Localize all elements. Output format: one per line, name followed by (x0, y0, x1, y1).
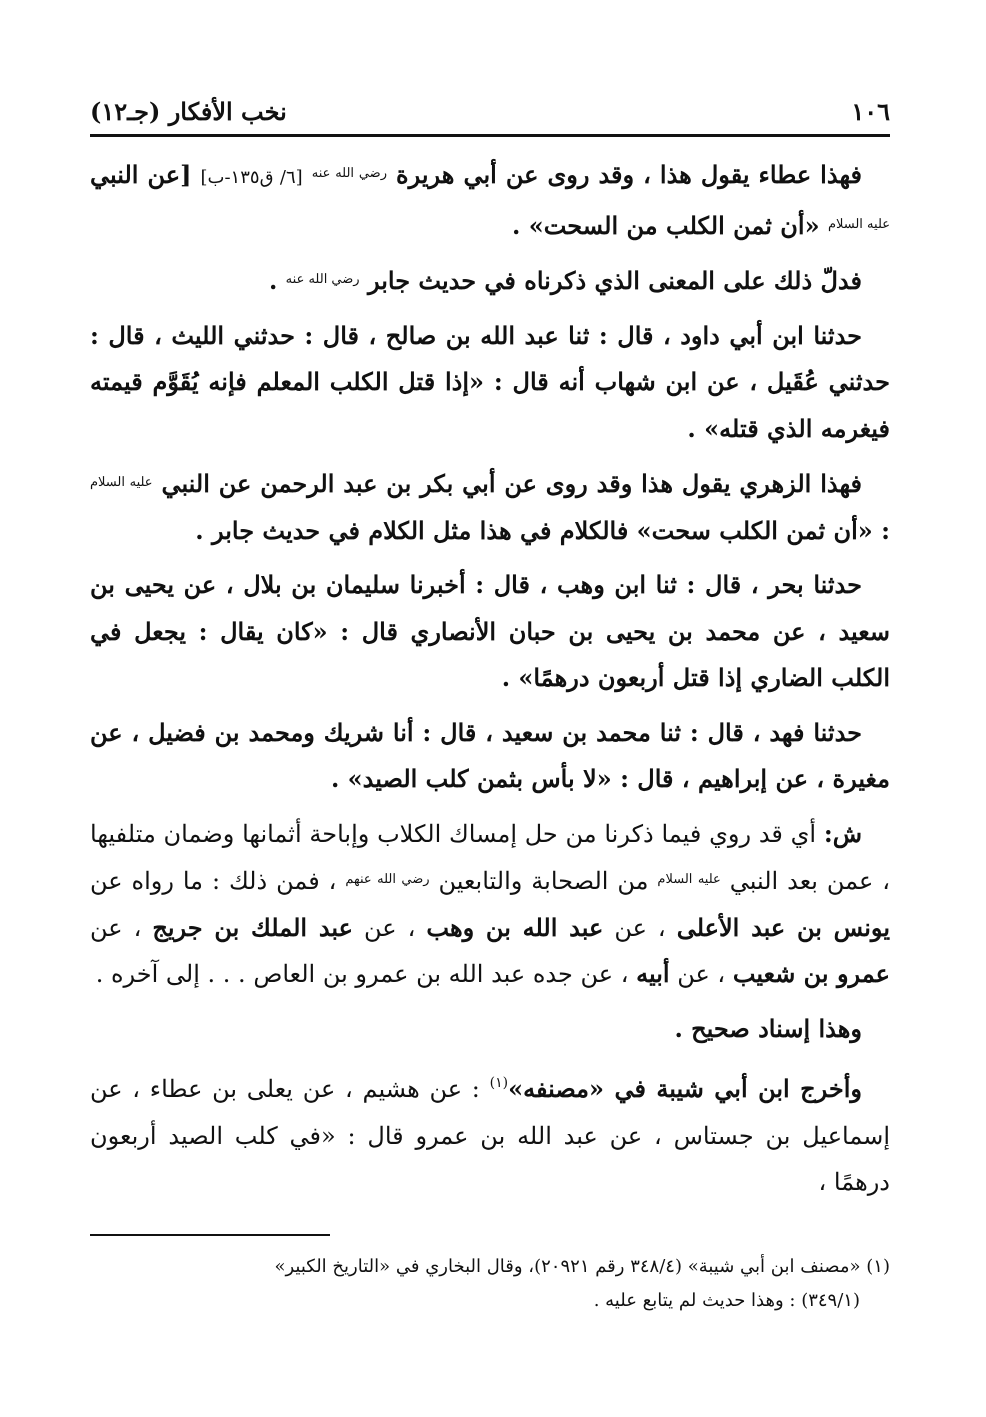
text: ، عن (614, 913, 666, 942)
text: فهذا عطاء يقول هذا ، وقد روى عن أبي هريرة (396, 160, 862, 189)
commentary-label: ش: (823, 818, 862, 848)
text: : عن هشيم ، عن يعلى بن عطاء ، عن إسماعيل بن جستاس ، عن عبد الله بن عمرو قال : «في كلب الصيد أربعون درهمًا ، (90, 1075, 890, 1196)
paragraph-3: حدثنا ابن أبي داود ، قال : ثنا عبد الله بن صالح ، قال : حدثني الليث ، قال : حدثني عُقَيل ، عن ابن شهاب أنه قال : «إذا قتل الكلب المعلم فإنه يُقَوَّم قيمته فيغرمه الذي قتله» . (90, 320, 890, 443)
paragraph-6: حدثنا فهد ، قال : ثنا محمد بن سعيد ، قال : أنا شريك ومحمد بن فضيل ، عن مغيرة ، عن إبراهيم ، قال : «لا بأس بثمن كلب الصيد» . (90, 717, 890, 793)
honorific: عليه السلام (827, 216, 890, 232)
book-page (90, 92, 890, 1318)
paragraph-1 (90, 151, 890, 249)
text: ، فمن ذلك : ما رواه عن (90, 867, 337, 895)
honorific: رضي الله عنهم (345, 872, 430, 887)
text: «أن ثمن الكلب من السحت» . (512, 210, 820, 240)
paragraph-9 (90, 1060, 890, 1206)
honorific: عليه السلام (90, 475, 153, 490)
honorific: رضي الله عنه (311, 166, 387, 181)
narrator-name: عمرو بن شعيب (732, 959, 890, 988)
header-rule (90, 134, 890, 137)
text: [عن النبي (90, 160, 192, 189)
paragraph-7-commentary (90, 811, 890, 998)
narrator-name: أبيه (636, 959, 670, 988)
honorific: عليه السلام (657, 872, 721, 887)
manuscript-ref: [٦/ ق١٣٥-ب] (200, 167, 303, 188)
footnote-1-line-2: (٣٤٩/١) : وهذا حديث لم يتابع عليه . (593, 1289, 860, 1311)
text: فهذا الزهري يقول هذا وقد روى عن أبي بكر بن عبد الرحمن عن النبي (161, 469, 862, 498)
footnotes (90, 1250, 890, 1318)
footnote-marker[interactable]: (١) (489, 1075, 509, 1091)
text: . (268, 266, 278, 295)
text: ، عن (90, 913, 142, 942)
text: فدلّ ذلك على المعنى الذي ذكرناه في حديث جابر (367, 266, 862, 295)
text: : «أن ثمن الكلب سحت» فالكلام في هذا مثل الكلام في حديث جابر . (195, 515, 890, 545)
text: ، عن جده عبد الله بن عمرو بن العاص . . . إلى آخره . (95, 960, 629, 988)
page-header (90, 92, 890, 128)
paragraph-8: وهذا إسناد صحيح . (674, 1013, 862, 1043)
paragraph-4 (90, 460, 890, 554)
honorific: رضي الله عنه (285, 272, 360, 287)
narrator-name: عبد الله بن وهب (426, 912, 604, 942)
page-number: ١٠٦ (851, 97, 890, 126)
book-title: نخب الأفكار (جـ١٢) (90, 97, 287, 126)
narrator-name: عبد الملك بن جريج (152, 912, 353, 942)
text: من الصحابة والتابعين (438, 867, 649, 895)
text: ، عن (364, 913, 416, 942)
footnote-1-line-1: (١) «مصنف ابن أبي شيبة» (٣٤٨/٤ رقم ٢٠٩٢١)، وقال البخاري في «التاريخ الكبير» (274, 1255, 890, 1277)
paragraph-5: حدثنا بحر ، قال : ثنا ابن وهب ، قال : أخبرنا سليمان بن بلال ، عن يحيى بن سعيد ، عن محمد بن يحيى بن حبان الأنصاري قال : «كان يقال : يجعل في الكلب الضاري إذا قتل أربعون درهمًا» . (90, 570, 890, 692)
text: ، عن (677, 960, 726, 988)
narrator-name: يونس بن عبد الأعلى (676, 912, 891, 942)
text: أي قد روي فيما ذكرنا من حل إمساك الكلاب وإباحة أثمانها وضمان متلفيها ، عمن بعد النبي (90, 819, 891, 895)
page-body (90, 151, 890, 1206)
footnote-rule (90, 1234, 330, 1236)
text: وأخرج ابن أبي شيبة في «مصنفه» (508, 1074, 862, 1103)
paragraph-2 (90, 257, 890, 305)
